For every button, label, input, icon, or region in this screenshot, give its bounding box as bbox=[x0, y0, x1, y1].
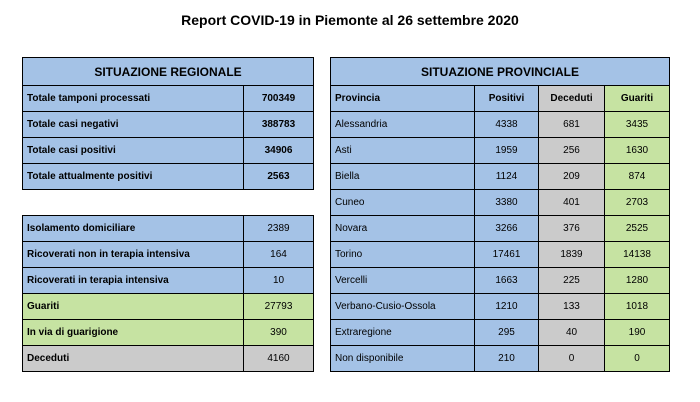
row-value: 2563 bbox=[244, 164, 314, 190]
cell-deceduti: 209 bbox=[539, 164, 605, 190]
table-row bbox=[23, 164, 314, 190]
cell-deceduti: 133 bbox=[539, 294, 605, 320]
cell-deceduti: 401 bbox=[539, 190, 605, 216]
row-label: Totale attualmente positivi bbox=[23, 164, 244, 190]
row-value: 700349 bbox=[244, 86, 314, 112]
cell-positivi: 4338 bbox=[475, 112, 539, 138]
row-value: 390 bbox=[244, 320, 314, 346]
cell-positivi: 3266 bbox=[475, 216, 539, 242]
row-label: In via di guarigione bbox=[23, 320, 244, 346]
column-header-positivi: Positivi bbox=[475, 86, 539, 112]
row-value: 4160 bbox=[244, 346, 314, 372]
table-row bbox=[331, 320, 670, 346]
table-row bbox=[331, 216, 670, 242]
cell-provincia: Non disponibile bbox=[331, 346, 475, 372]
cell-deceduti: 1839 bbox=[539, 242, 605, 268]
cell-positivi: 1210 bbox=[475, 294, 539, 320]
row-label: Isolamento domiciliare bbox=[23, 216, 244, 242]
cell-guariti: 2703 bbox=[605, 190, 670, 216]
cell-guariti: 1630 bbox=[605, 138, 670, 164]
cell-provincia: Torino bbox=[331, 242, 475, 268]
row-value: 10 bbox=[244, 268, 314, 294]
cell-deceduti: 40 bbox=[539, 320, 605, 346]
column-header-guariti: Guariti bbox=[605, 86, 670, 112]
cell-positivi: 1124 bbox=[475, 164, 539, 190]
table-row bbox=[23, 216, 314, 242]
row-label: Totale casi negativi bbox=[23, 112, 244, 138]
table-row bbox=[331, 346, 670, 372]
cell-provincia: Asti bbox=[331, 138, 475, 164]
cell-deceduti: 0 bbox=[539, 346, 605, 372]
row-label: Ricoverati non in terapia intensiva bbox=[23, 242, 244, 268]
cell-provincia: Alessandria bbox=[331, 112, 475, 138]
cell-guariti: 1018 bbox=[605, 294, 670, 320]
table-row bbox=[23, 112, 314, 138]
row-label: Deceduti bbox=[23, 346, 244, 372]
cell-provincia: Novara bbox=[331, 216, 475, 242]
cell-provincia: Vercelli bbox=[331, 268, 475, 294]
provincial-heading: SITUAZIONE PROVINCIALE bbox=[331, 58, 670, 86]
cell-positivi: 17461 bbox=[475, 242, 539, 268]
column-header-provincia: Provincia bbox=[331, 86, 475, 112]
regional-summary-table bbox=[22, 57, 314, 190]
table-row bbox=[331, 268, 670, 294]
table-row bbox=[331, 138, 670, 164]
table-row bbox=[23, 320, 314, 346]
page-title: Report COVID-19 in Piemonte al 26 settembre 2020 bbox=[181, 12, 519, 28]
cell-provincia: Cuneo bbox=[331, 190, 475, 216]
regional-detail-table bbox=[22, 215, 314, 372]
table-row bbox=[23, 86, 314, 112]
cell-positivi: 210 bbox=[475, 346, 539, 372]
row-value: 34906 bbox=[244, 138, 314, 164]
cell-guariti: 0 bbox=[605, 346, 670, 372]
row-label: Guariti bbox=[23, 294, 244, 320]
row-value: 388783 bbox=[244, 112, 314, 138]
cell-deceduti: 256 bbox=[539, 138, 605, 164]
cell-deceduti: 376 bbox=[539, 216, 605, 242]
cell-guariti: 1280 bbox=[605, 268, 670, 294]
table-row bbox=[23, 138, 314, 164]
cell-guariti: 874 bbox=[605, 164, 670, 190]
regional-heading: SITUAZIONE REGIONALE bbox=[23, 58, 314, 86]
cell-guariti: 3435 bbox=[605, 112, 670, 138]
table-row bbox=[331, 112, 670, 138]
column-header-deceduti: Deceduti bbox=[539, 86, 605, 112]
cell-deceduti: 681 bbox=[539, 112, 605, 138]
cell-positivi: 3380 bbox=[475, 190, 539, 216]
cell-positivi: 295 bbox=[475, 320, 539, 346]
cell-positivi: 1959 bbox=[475, 138, 539, 164]
cell-guariti: 190 bbox=[605, 320, 670, 346]
table-row bbox=[331, 164, 670, 190]
provincial-table bbox=[330, 57, 670, 372]
row-value: 27793 bbox=[244, 294, 314, 320]
cell-provincia: Verbano-Cusio-Ossola bbox=[331, 294, 475, 320]
table-row bbox=[331, 294, 670, 320]
table-row bbox=[23, 346, 314, 372]
row-label: Totale tamponi processati bbox=[23, 86, 244, 112]
table-row bbox=[23, 294, 314, 320]
cell-positivi: 1663 bbox=[475, 268, 539, 294]
row-value: 164 bbox=[244, 242, 314, 268]
row-label: Totale casi positivi bbox=[23, 138, 244, 164]
row-value: 2389 bbox=[244, 216, 314, 242]
cell-guariti: 2525 bbox=[605, 216, 670, 242]
table-row bbox=[23, 268, 314, 294]
table-row bbox=[23, 242, 314, 268]
cell-provincia: Extraregione bbox=[331, 320, 475, 346]
table-row bbox=[331, 242, 670, 268]
table-header-row bbox=[331, 86, 670, 112]
cell-deceduti: 225 bbox=[539, 268, 605, 294]
cell-provincia: Biella bbox=[331, 164, 475, 190]
cell-guariti: 14138 bbox=[605, 242, 670, 268]
table-row bbox=[331, 190, 670, 216]
row-label: Ricoverati in terapia intensiva bbox=[23, 268, 244, 294]
